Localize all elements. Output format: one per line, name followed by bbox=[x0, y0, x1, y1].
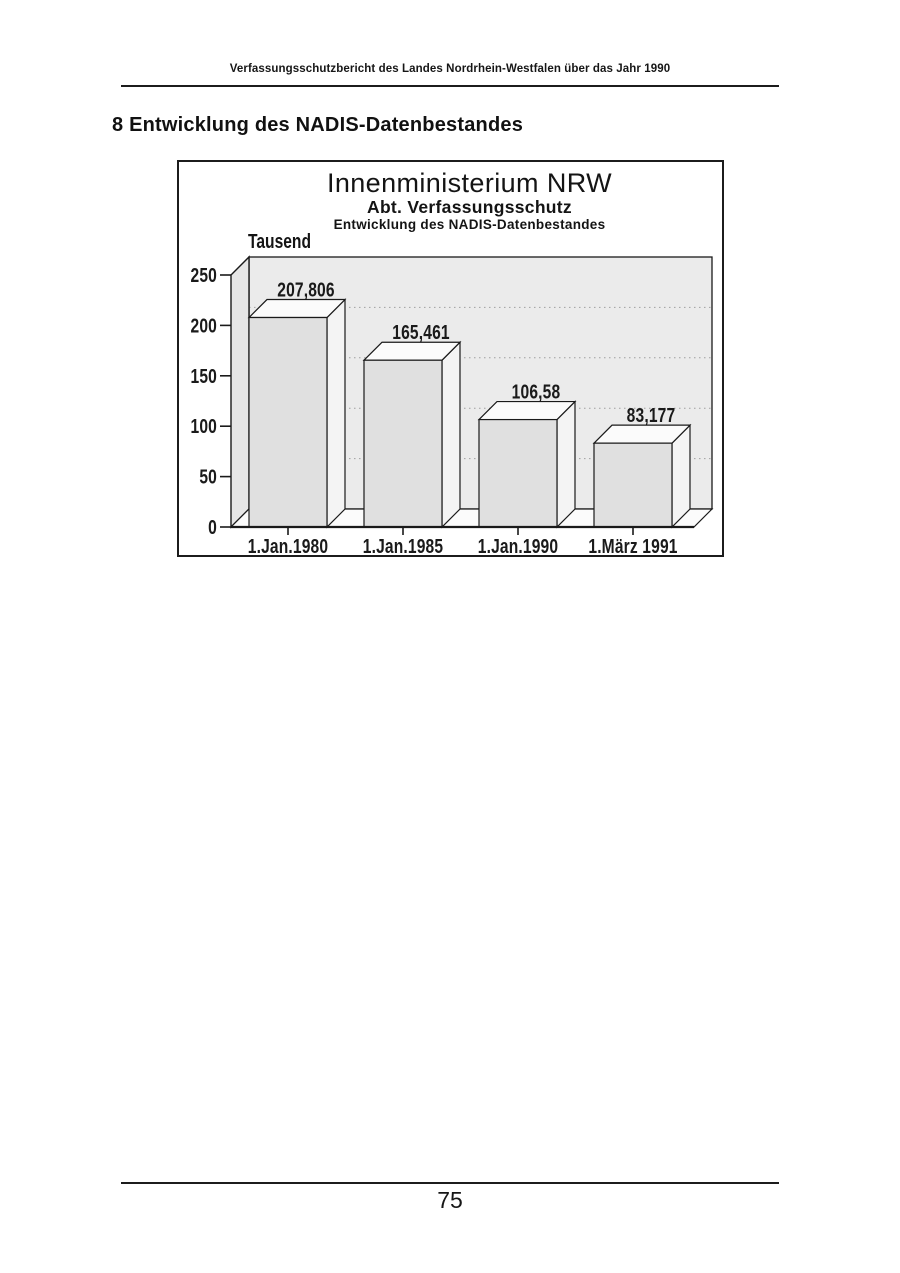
bar-side-face bbox=[327, 300, 345, 527]
bar-value-label: 83,177 bbox=[626, 404, 676, 427]
x-tick-label: 1.Jan.1980 bbox=[247, 535, 329, 555]
bar-1 bbox=[249, 300, 345, 527]
bar-3 bbox=[479, 402, 575, 527]
bar-front-face bbox=[364, 360, 442, 527]
y-axis-wall bbox=[231, 257, 249, 527]
y-tick-label: 150 bbox=[190, 364, 218, 388]
bar-value-label: 106,58 bbox=[511, 380, 561, 404]
y-tick-label: 100 bbox=[190, 415, 218, 438]
y-tick-label: 0 bbox=[208, 516, 218, 539]
bar-front-face bbox=[479, 420, 557, 527]
x-tick-label: 1.Jan.1985 bbox=[362, 535, 444, 555]
page-number: 75 bbox=[437, 1187, 463, 1213]
section-heading: 8 Entwicklung des NADIS-Datenbestandes bbox=[112, 114, 524, 136]
y-tick-label: 50 bbox=[199, 465, 218, 489]
bar-front-face bbox=[594, 443, 672, 527]
chart-title: Innenministerium NRW bbox=[326, 168, 613, 198]
bar-side-face bbox=[442, 342, 460, 527]
bar-2 bbox=[364, 342, 460, 527]
chart-caption: Entwicklung des NADIS-Datenbestandes bbox=[333, 217, 606, 232]
chart-frame bbox=[177, 160, 724, 557]
x-tick-label: 1.März 1991 bbox=[588, 535, 678, 555]
bar-value-label: 165,461 bbox=[392, 321, 450, 344]
footer-rule bbox=[121, 1182, 779, 1184]
bar-side-face bbox=[557, 402, 575, 527]
header-rule bbox=[121, 85, 779, 87]
bar-value-label: 207,806 bbox=[277, 278, 335, 301]
y-tick-label: 250 bbox=[190, 264, 218, 287]
chart-subtitle: Abt. Verfassungsschutz bbox=[367, 197, 572, 217]
bar-front-face bbox=[249, 318, 327, 527]
running-header: Verfassungsschutzbericht des Landes Nordrhein-Westfalen über das Jahr 1990 bbox=[229, 63, 671, 75]
y-tick-label: 200 bbox=[190, 314, 218, 337]
bar-4 bbox=[594, 425, 690, 527]
y-axis-unit-label: Tausend bbox=[248, 231, 311, 253]
x-tick-label: 1.Jan.1990 bbox=[477, 535, 559, 555]
